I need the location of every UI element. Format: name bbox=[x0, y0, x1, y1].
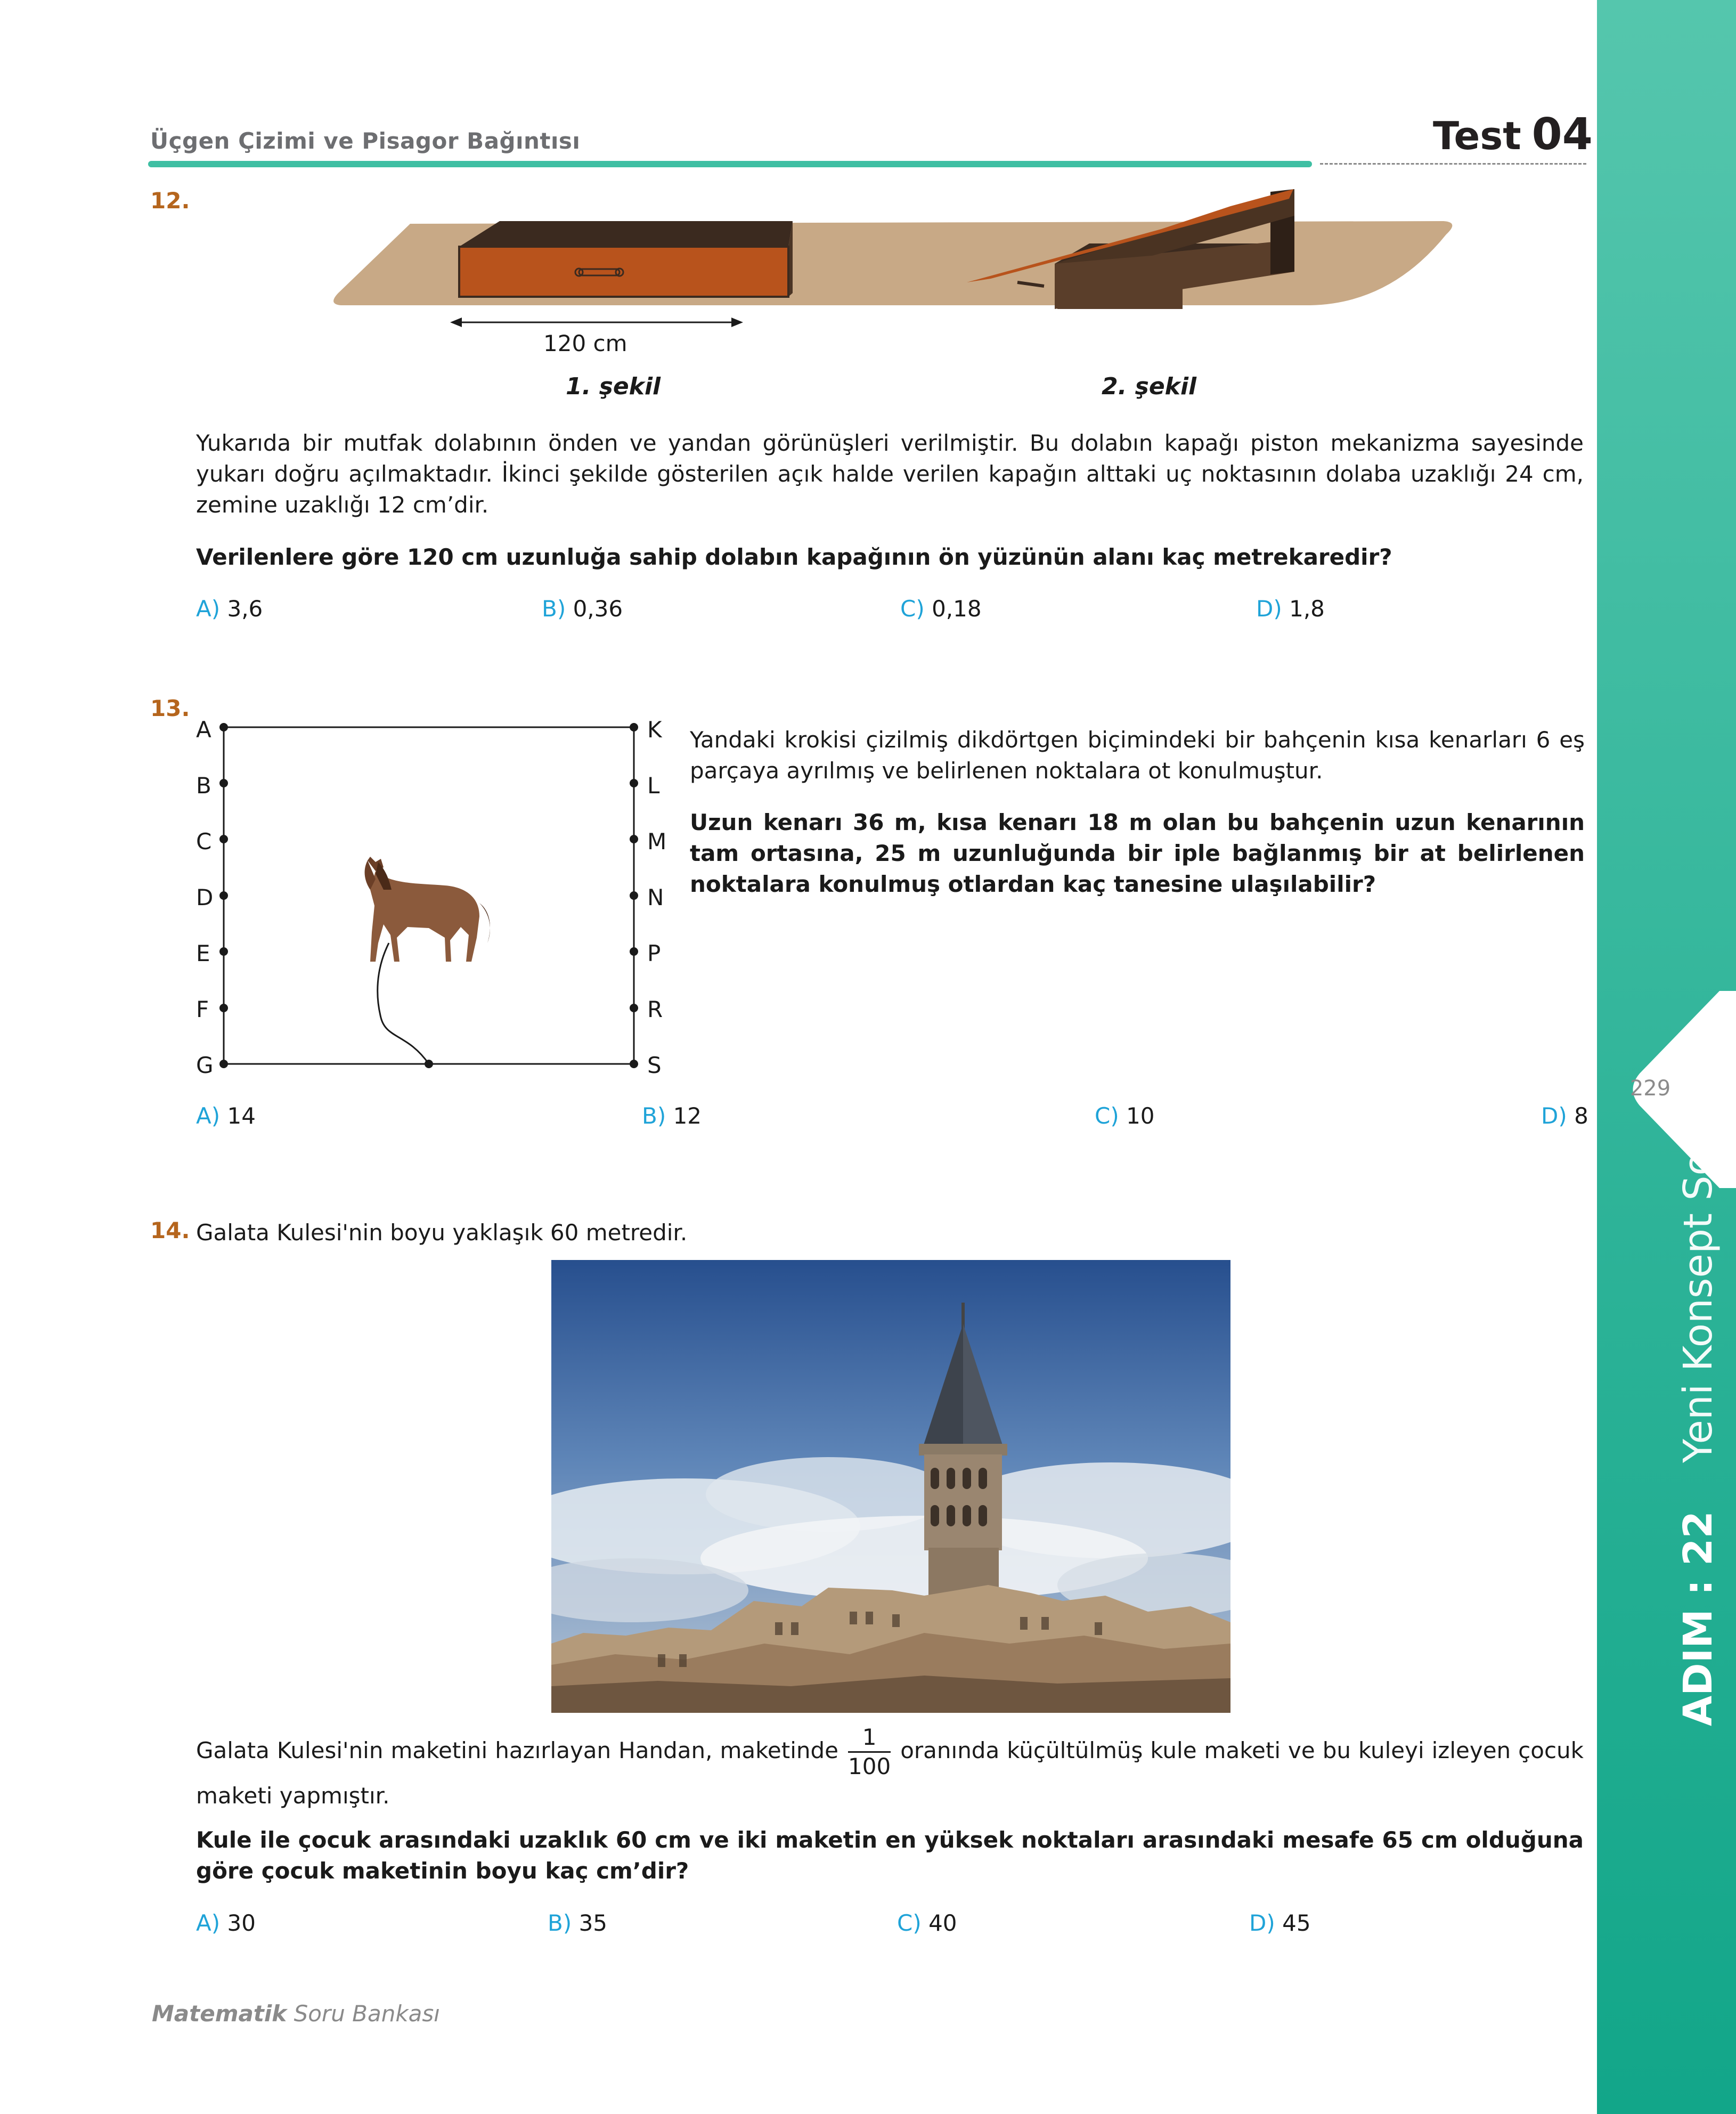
question-14-text bbox=[196, 1723, 1584, 1811]
garden-sketch bbox=[216, 719, 642, 1076]
option-value: 0,36 bbox=[573, 596, 623, 622]
question-number-13: 13. bbox=[150, 695, 190, 721]
galata-tower-photo bbox=[551, 1260, 1230, 1713]
point-label-l: L bbox=[647, 773, 660, 799]
horse-icon bbox=[365, 857, 490, 962]
header-rule bbox=[148, 161, 1312, 167]
option-label: D) bbox=[1541, 1103, 1567, 1129]
question-12-prompt: Verilenlere göre 120 cm uzunluğa sahip dolabın kapağının ön yüzünün alanı kaç metrekaredir? bbox=[196, 544, 1392, 570]
q14-option-a[interactable] bbox=[196, 1910, 256, 1936]
figure-1-caption: 1. şekil bbox=[566, 373, 661, 400]
point-label-p: P bbox=[647, 940, 661, 966]
question-14-intro: Galata Kulesi'nin boyu yaklaşık 60 metredir. bbox=[196, 1219, 688, 1246]
point-label-n: N bbox=[647, 884, 664, 910]
option-label: A) bbox=[196, 1103, 221, 1129]
q14-option-c[interactable] bbox=[897, 1910, 957, 1936]
footer-subject: Matematik bbox=[152, 2001, 287, 2027]
chapter-title: Üçgen Çizimi ve Pisagor Bağıntısı bbox=[150, 128, 581, 154]
option-label: B) bbox=[642, 1103, 666, 1129]
step-label: ADIM : 22 bbox=[1675, 1511, 1721, 1726]
q12-option-c[interactable] bbox=[900, 596, 982, 622]
page-number: 229 bbox=[1629, 1076, 1671, 1101]
option-value: 0,18 bbox=[932, 596, 982, 622]
option-value: 40 bbox=[928, 1910, 957, 1936]
q12-option-b[interactable] bbox=[542, 596, 623, 622]
point-label-c: C bbox=[196, 828, 212, 855]
question-14-prompt: Kule ile çocuk arasındaki uzaklık 60 cm ve iki maketin en yüksek noktaları arasındaki mesafe 65 cm olduğuna göre çocuk maketinin boyu kaç cm’dir? bbox=[196, 1827, 1584, 1884]
point-label-g: G bbox=[196, 1052, 214, 1078]
test-label: Test bbox=[1433, 113, 1521, 158]
footer-book: Soru Bankası bbox=[294, 2001, 440, 2027]
point-label-a: A bbox=[196, 717, 211, 743]
point-label-m: M bbox=[647, 828, 667, 855]
header-dashed-rule bbox=[1320, 163, 1586, 165]
point-label-b: B bbox=[196, 773, 211, 799]
footer bbox=[152, 2001, 440, 2027]
width-dimension-arrow bbox=[450, 314, 743, 330]
option-value: 35 bbox=[578, 1910, 608, 1936]
option-value: 1,8 bbox=[1289, 596, 1325, 622]
question-12-text: Yukarıda bir mutfak dolabının önden ve yandan görünüşleri verilmiştir. Bu dolabın kapağı piston mekanizma sayesinde yukarı doğru açılmaktadır. İkinci şekilde gösterilen açık halde verilen kapağın alttaki uç noktasının dolaba uzaklığı 24 cm, zemine uzaklığı 12 cm’dir. bbox=[196, 430, 1584, 518]
point-label-d: D bbox=[196, 884, 214, 910]
option-label: C) bbox=[897, 1910, 922, 1936]
q13-option-c[interactable] bbox=[1095, 1103, 1155, 1129]
fraction-numerator: 1 bbox=[848, 1723, 891, 1753]
test-title bbox=[1433, 109, 1593, 160]
point-label-s: S bbox=[647, 1052, 662, 1078]
option-label: B) bbox=[542, 596, 566, 622]
option-label: A) bbox=[196, 1910, 221, 1936]
option-value: 45 bbox=[1282, 1910, 1311, 1936]
option-value: 3,6 bbox=[227, 596, 263, 622]
point-label-f: F bbox=[196, 996, 209, 1022]
test-number: 04 bbox=[1531, 109, 1593, 160]
point-label-e: E bbox=[196, 940, 210, 966]
section-label: Yeni Konsept Sorular bbox=[1675, 1059, 1721, 1463]
question-13-prompt: Uzun kenarı 36 m, kısa kenarı 18 m olan bu bahçenin uzun kenarının tam ortasına, 25 m uzunluğunda bir iple bağlanmış bir at belirlenen noktalara konulmuş otlardan kaç tanesine ulaşılabilir? bbox=[690, 809, 1585, 897]
q12-option-a[interactable] bbox=[196, 596, 263, 622]
option-label: C) bbox=[900, 596, 925, 622]
figure-2-caption: 2. şekil bbox=[1102, 373, 1197, 400]
scale-fraction bbox=[848, 1723, 891, 1780]
fraction-denominator: 100 bbox=[848, 1753, 891, 1779]
text-before-fraction: Galata Kulesi'nin maketini hazırlayan Handan, maketinde bbox=[196, 1737, 839, 1763]
text-after-fraction: oranında küçültülmüş kule maketi ve bu kuleyi izleyen çocuk maketi yapmıştır. bbox=[196, 1737, 1584, 1809]
option-label: D) bbox=[1256, 596, 1282, 622]
point-label-k: K bbox=[647, 717, 662, 743]
option-value: 8 bbox=[1574, 1103, 1588, 1129]
q13-option-d[interactable] bbox=[1541, 1103, 1588, 1129]
q13-option-b[interactable] bbox=[642, 1103, 702, 1129]
option-label: A) bbox=[196, 596, 221, 622]
option-label: B) bbox=[548, 1910, 572, 1936]
sidebar-label bbox=[1675, 1059, 1721, 1726]
option-value: 30 bbox=[227, 1910, 256, 1936]
q13-option-a[interactable] bbox=[196, 1103, 256, 1129]
q12-option-d[interactable] bbox=[1256, 596, 1325, 622]
width-dimension-label: 120 cm bbox=[543, 330, 627, 356]
option-value: 10 bbox=[1126, 1103, 1155, 1129]
option-label: D) bbox=[1249, 1910, 1275, 1936]
q14-option-b[interactable] bbox=[548, 1910, 607, 1936]
option-label: C) bbox=[1095, 1103, 1119, 1129]
option-value: 12 bbox=[673, 1103, 702, 1129]
cabinet-illustration bbox=[330, 184, 1460, 317]
question-number-14: 14. bbox=[150, 1217, 190, 1243]
q14-option-d[interactable] bbox=[1249, 1910, 1311, 1936]
question-number-12: 12. bbox=[150, 188, 190, 214]
point-label-r: R bbox=[647, 996, 663, 1022]
question-13-text: Yandaki krokisi çizilmiş dikdörtgen biçimindeki bir bahçenin kısa kenarları 6 eş parçaya ayrılmış ve belirlenen noktalara ot konulmuştur. bbox=[690, 727, 1585, 784]
option-value: 14 bbox=[227, 1103, 256, 1129]
